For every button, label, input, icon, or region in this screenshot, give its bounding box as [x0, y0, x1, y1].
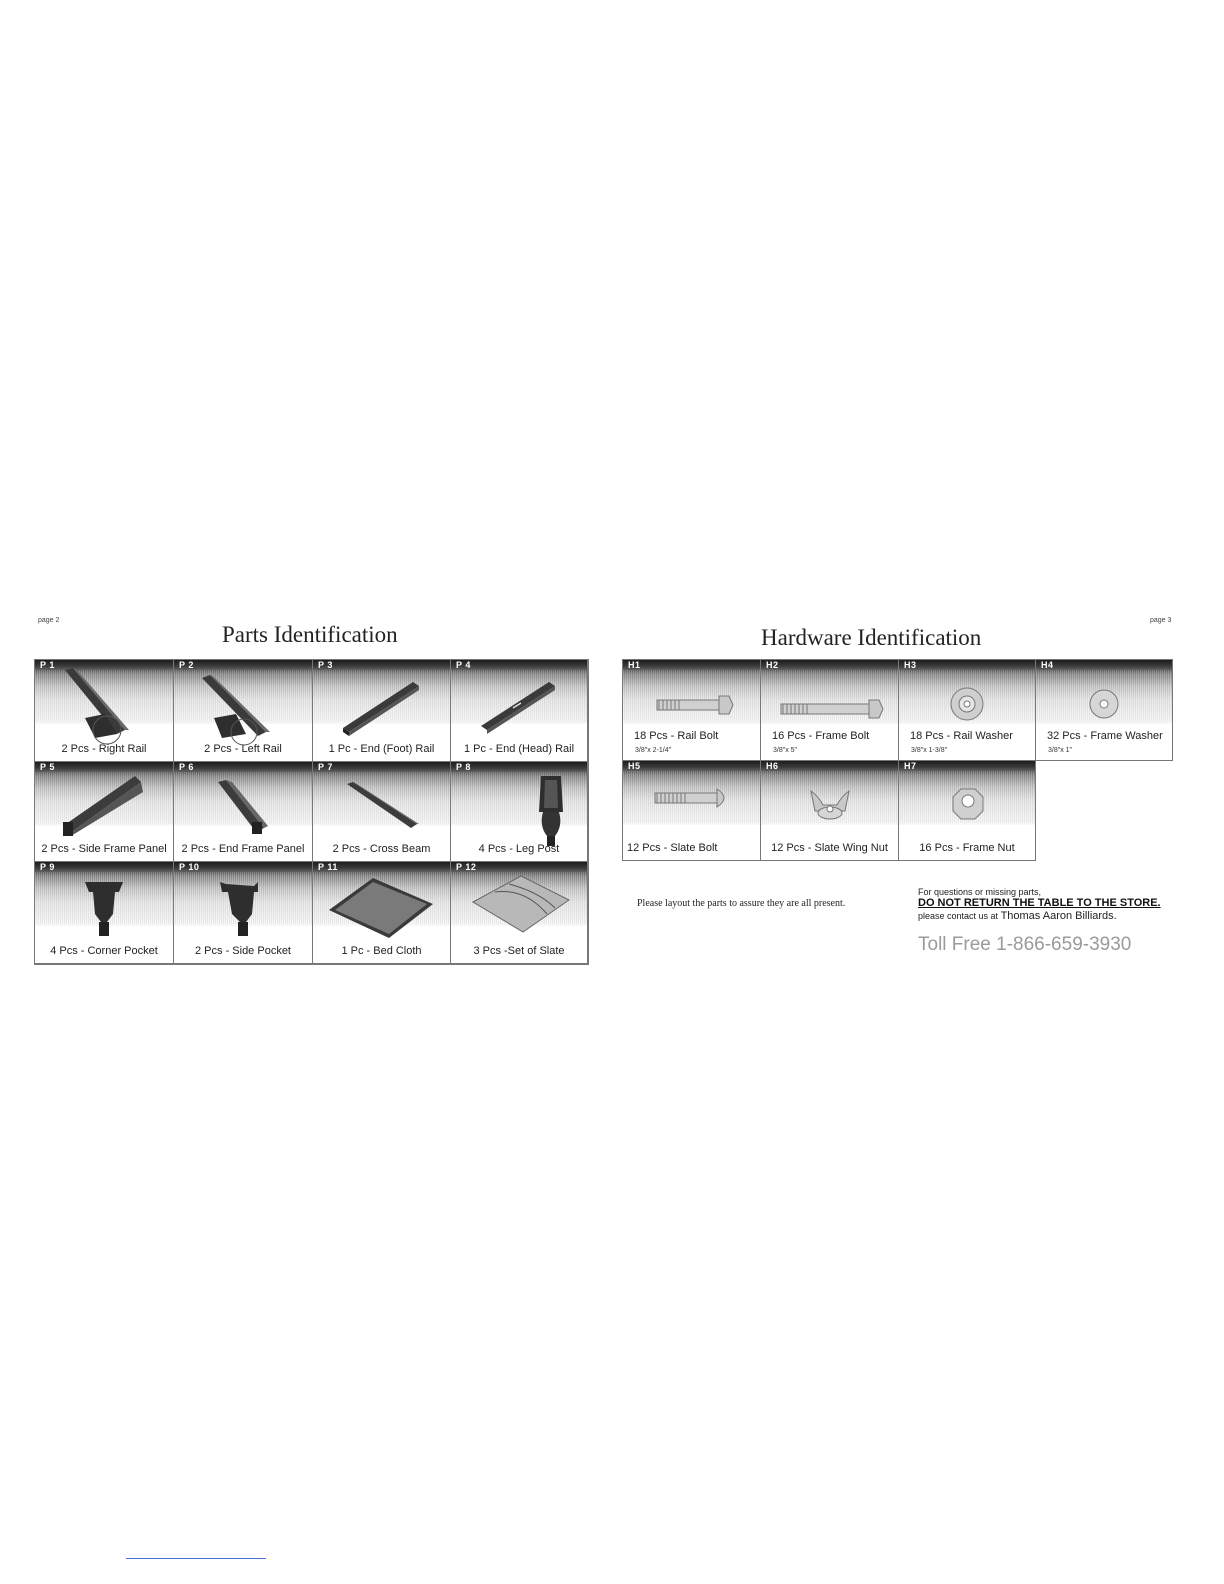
hardware-label: 32 Pcs - Frame Washer	[1047, 730, 1163, 742]
hardware-code: H6	[766, 761, 779, 771]
frame-bolt-icon	[761, 660, 899, 761]
part-code: P 6	[179, 762, 194, 772]
hardware-label: 12 Pcs - Slate Bolt	[627, 842, 718, 854]
hardware-label: 16 Pcs - Frame Nut	[919, 842, 1015, 854]
hardware-cell-h6	[761, 761, 899, 861]
rail-washer-icon	[899, 660, 1036, 761]
contact-line-3	[918, 910, 1117, 922]
part-code: P 11	[318, 862, 338, 872]
part-cell-p8	[451, 762, 588, 862]
part-label: 2 Pcs - Left Rail	[204, 743, 282, 755]
hardware-label: 18 Pcs - Rail Bolt	[634, 730, 719, 742]
hardware-size: 3/8"x 1-3/8"	[911, 747, 948, 754]
hardware-label: 18 Pcs - Rail Washer	[910, 730, 1013, 742]
hardware-cell-h3	[899, 659, 1036, 761]
toll-free-number: Toll Free 1-866-659-3930	[918, 934, 1132, 955]
part-cell-p4	[451, 660, 588, 762]
part-code: P 1	[40, 660, 55, 670]
part-code: P 4	[456, 660, 471, 670]
page-number: page 3	[1150, 617, 1172, 624]
contact-line-1: For questions or missing parts,	[918, 887, 1042, 897]
frame-washer-icon	[1036, 660, 1173, 761]
hardware-code: H7	[904, 761, 917, 771]
part-cell-p9	[35, 862, 174, 964]
hardware-size: 3/8"x 5"	[773, 747, 798, 754]
part-cell-p1	[35, 660, 174, 762]
part-code: P 5	[40, 762, 55, 772]
hardware-cell-h7	[899, 761, 1036, 861]
part-code: P 12	[456, 862, 477, 872]
hardware-size: 3/8"x 2-1/4"	[635, 747, 672, 754]
part-cell-p2	[174, 660, 313, 762]
hardware-cell-h2	[761, 659, 899, 761]
hardware-code: H5	[628, 761, 641, 771]
part-cell-p11	[313, 862, 451, 964]
part-label: 2 Pcs - End Frame Panel	[181, 843, 305, 855]
hardware-grid-row-2	[622, 761, 1036, 861]
part-label: 1 Pc - End (Head) Rail	[463, 743, 575, 755]
hardware-code: H1	[628, 660, 641, 670]
part-label: 3 Pcs -Set of Slate	[473, 945, 565, 957]
company-name: Thomas Aaron Billiards.	[1000, 910, 1117, 922]
footer-rule	[126, 1558, 266, 1559]
part-cell-p10	[174, 862, 313, 964]
hardware-code: H2	[766, 660, 779, 670]
part-label: 1 Pc - Bed Cloth	[341, 945, 422, 957]
part-cell-p6	[174, 762, 313, 862]
hardware-grid	[622, 659, 1173, 761]
hardware-cell-h1	[622, 659, 761, 761]
hardware-code: H4	[1041, 660, 1054, 670]
part-label: 2 Pcs - Side Pocket	[195, 945, 291, 957]
part-code: P 10	[179, 862, 200, 872]
page-title: Parts Identification	[222, 622, 398, 647]
part-code: P 9	[40, 862, 55, 872]
page-title: Hardware Identification	[761, 625, 982, 650]
part-label: 1 Pc - End (Foot) Rail	[328, 743, 435, 755]
part-label: 2 Pcs - Right Rail	[61, 743, 147, 755]
part-code: P 7	[318, 762, 333, 772]
part-cell-p12	[451, 862, 588, 964]
part-cell-p3	[313, 660, 451, 762]
rail-bolt-icon	[623, 660, 761, 761]
part-code: P 2	[179, 660, 194, 670]
hardware-size: 3/8"x 1"	[1048, 747, 1073, 754]
hardware-code: H3	[904, 660, 917, 670]
page-number: page 2	[38, 617, 60, 624]
hardware-cell-h5	[622, 761, 761, 861]
parts-grid	[34, 659, 589, 965]
part-label: 2 Pcs - Cross Beam	[332, 843, 431, 855]
do-not-return-warning: DO NOT RETURN THE TABLE TO THE STORE.	[918, 897, 1161, 909]
part-cell-p5	[35, 762, 174, 862]
part-code: P 3	[318, 660, 333, 670]
part-label: 4 Pcs - Leg Post	[478, 843, 560, 855]
hardware-label: 12 Pcs - Slate Wing Nut	[771, 842, 888, 854]
contact-prefix: please contact us at	[918, 911, 1001, 921]
part-label: 4 Pcs - Corner Pocket	[50, 945, 158, 957]
part-cell-p7	[313, 762, 451, 862]
part-code: P 8	[456, 762, 471, 772]
hardware-cell-h4	[1036, 659, 1173, 761]
hardware-label: 16 Pcs - Frame Bolt	[772, 730, 870, 742]
part-label: 2 Pcs - Side Frame Panel	[41, 843, 167, 855]
layout-note: Please layout the parts to assure they are all present.	[637, 898, 846, 909]
